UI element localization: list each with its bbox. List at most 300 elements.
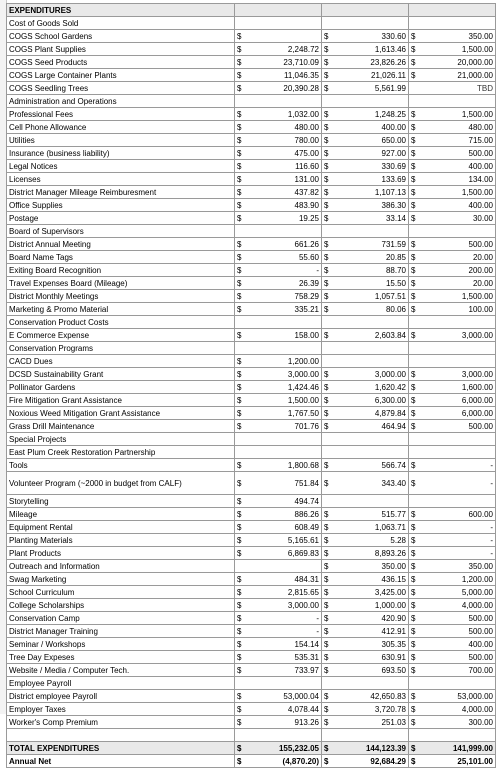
row-label[interactable]: Travel Expenses Board (Mileage) <box>7 277 235 290</box>
row-label[interactable]: E Commerce Expense <box>7 329 235 342</box>
amount-cell-b[interactable] <box>322 368 409 381</box>
row-label[interactable]: District Annual Meeting <box>7 238 235 251</box>
amount-value: 131.00 <box>294 174 319 184</box>
amount-cell-a[interactable] <box>235 173 322 186</box>
row-label[interactable]: Exiting Board Recognition <box>7 264 235 277</box>
row-label[interactable]: Legal Notices <box>7 160 235 173</box>
amount-cell-c[interactable] <box>409 134 496 147</box>
row-label[interactable]: Board of Supervisors <box>7 225 235 238</box>
amount-cell-c[interactable] <box>409 677 496 690</box>
total-label[interactable]: TOTAL EXPENDITURES <box>7 742 235 755</box>
amount-cell-c[interactable] <box>409 82 496 95</box>
row-label[interactable]: COGS Seedling Trees <box>7 82 235 95</box>
amount-cell-c[interactable] <box>409 251 496 264</box>
amount-cell-a[interactable] <box>235 238 322 251</box>
amount-cell-b[interactable] <box>322 56 409 69</box>
row-label[interactable]: COGS School Gardens <box>7 30 235 43</box>
total-cell-c[interactable]: $ 141,999.00 <box>409 742 496 755</box>
amount-cell-a[interactable] <box>235 264 322 277</box>
amount-cell-a[interactable] <box>235 147 322 160</box>
amount-cell-c[interactable] <box>409 173 496 186</box>
amount-cell-b[interactable] <box>322 316 409 329</box>
amount-cell-b[interactable] <box>322 69 409 82</box>
amount-cell-a[interactable] <box>235 368 322 381</box>
amount-value: 11,046.35 <box>284 70 319 80</box>
amount-cell-a[interactable] <box>235 394 322 407</box>
amount-cell-a[interactable] <box>235 599 322 612</box>
amount-cell-a[interactable] <box>235 625 322 638</box>
amount-cell-a[interactable] <box>235 199 322 212</box>
row-label[interactable]: Conservation Product Costs <box>7 316 235 329</box>
table-row <box>7 121 496 134</box>
amount-cell-a[interactable] <box>235 495 322 508</box>
amount-cell-b[interactable] <box>322 199 409 212</box>
table-row <box>7 677 496 690</box>
amount-cell-b[interactable] <box>322 547 409 560</box>
amount-cell-c[interactable] <box>409 586 496 599</box>
amount-cell-b[interactable] <box>322 664 409 677</box>
amount-value: 1,500.00 <box>287 395 319 405</box>
row-label[interactable]: Swag Marketing <box>7 573 235 586</box>
row-label[interactable]: Noxious Weed Mitigation Grant Assistance <box>7 407 235 420</box>
amount-cell-c[interactable] <box>409 599 496 612</box>
row-label[interactable]: Board Name Tags <box>7 251 235 264</box>
amount-cell-a[interactable] <box>235 459 322 472</box>
amount-value: 1,500.00 <box>461 187 493 197</box>
row-label[interactable]: Office Supplies <box>7 199 235 212</box>
amount-cell-b[interactable] <box>322 342 409 355</box>
amount-cell-b[interactable] <box>322 560 409 573</box>
amount-cell-b[interactable] <box>322 612 409 625</box>
amount-cell-a[interactable] <box>235 677 322 690</box>
amount-value: 4,000.00 <box>461 704 493 714</box>
amount-cell-b[interactable] <box>322 303 409 316</box>
amount-value: 133.69 <box>381 174 406 184</box>
amount-value: 21,026.11 <box>371 70 406 80</box>
row-label[interactable]: COGS Seed Products <box>7 56 235 69</box>
row-label[interactable]: District employee Payroll <box>7 690 235 703</box>
table-row <box>7 690 496 703</box>
amount-cell-a[interactable] <box>235 342 322 355</box>
row-label[interactable]: Administration and Operations <box>7 95 235 108</box>
row-label[interactable]: Website / Media / Computer Tech. <box>7 664 235 677</box>
amount-cell-c[interactable] <box>409 381 496 394</box>
amount-cell-b[interactable] <box>322 251 409 264</box>
amount-value: - <box>316 265 319 275</box>
amount-cell-c[interactable] <box>409 407 496 420</box>
amount-cell-b[interactable] <box>322 599 409 612</box>
amount-cell-a[interactable] <box>235 56 322 69</box>
amount-cell-a[interactable] <box>235 472 322 495</box>
row-label[interactable]: Pollinator Gardens <box>7 381 235 394</box>
amount-cell-a[interactable] <box>235 508 322 521</box>
amount-cell-b[interactable] <box>322 329 409 342</box>
amount-cell-b[interactable] <box>322 43 409 56</box>
row-label[interactable]: Cell Phone Allowance <box>7 121 235 134</box>
amount-cell-b[interactable] <box>322 521 409 534</box>
amount-cell-b[interactable] <box>322 108 409 121</box>
row-label[interactable]: COGS Large Container Plants <box>7 69 235 82</box>
amount-cell-b[interactable] <box>322 134 409 147</box>
row-label[interactable]: College Scholarships <box>7 599 235 612</box>
amount-cell-b[interactable] <box>322 534 409 547</box>
table-row <box>7 69 496 82</box>
amount-cell-a[interactable] <box>235 716 322 729</box>
amount-value: 21,000.00 <box>457 70 493 80</box>
row-label[interactable]: Professional Fees <box>7 108 235 121</box>
amount-cell-c[interactable] <box>409 69 496 82</box>
amount-cell-b[interactable] <box>322 290 409 303</box>
amount-value: 20,390.28 <box>283 83 319 93</box>
currency-symbol: $ <box>324 395 329 405</box>
amount-cell-c[interactable] <box>409 420 496 433</box>
amount-value: 26.39 <box>298 278 319 288</box>
amount-cell-a[interactable] <box>235 251 322 264</box>
amount-cell-a[interactable] <box>235 17 322 30</box>
amount-value: 475.00 <box>294 148 319 158</box>
amount-value: 2,248.72 <box>287 44 319 54</box>
amount-cell-b[interactable] <box>322 355 409 368</box>
amount-cell-c[interactable] <box>409 30 496 43</box>
amount-value: 6,000.00 <box>461 395 493 405</box>
currency-symbol: $ <box>324 665 329 675</box>
amount-cell-a[interactable] <box>235 108 322 121</box>
amount-cell-c[interactable] <box>409 290 496 303</box>
amount-cell-c[interactable] <box>409 238 496 251</box>
amount-cell-b[interactable] <box>322 651 409 664</box>
table-row <box>7 238 496 251</box>
amount-cell-c[interactable] <box>409 43 496 56</box>
amount-cell-b[interactable] <box>322 277 409 290</box>
amount-cell-b[interactable] <box>322 30 409 43</box>
amount-cell-a[interactable] <box>235 534 322 547</box>
amount-cell-c[interactable] <box>409 56 496 69</box>
row-label[interactable]: Marketing & Promo Material <box>7 303 235 316</box>
amount-cell-c[interactable] <box>409 459 496 472</box>
amount-cell-a[interactable] <box>235 729 322 742</box>
amount-cell-c[interactable] <box>409 277 496 290</box>
amount-cell-c[interactable] <box>409 303 496 316</box>
table-row <box>7 407 496 420</box>
row-label[interactable]: Planting Materials <box>7 534 235 547</box>
net-label[interactable]: Annual Net <box>7 755 235 768</box>
currency-symbol: $ <box>237 109 242 119</box>
amount-cell-c[interactable] <box>409 147 496 160</box>
amount-cell-b[interactable] <box>322 381 409 394</box>
currency-symbol: $ <box>237 213 242 223</box>
currency-symbol: $ <box>411 478 416 488</box>
amount-cell-c[interactable] <box>409 625 496 638</box>
amount-cell-a[interactable] <box>235 420 322 433</box>
amount-cell-a[interactable] <box>235 381 322 394</box>
row-label[interactable]: Grass Drill Maintenance <box>7 420 235 433</box>
amount-cell-c[interactable] <box>409 521 496 534</box>
amount-cell-b[interactable] <box>322 394 409 407</box>
amount-cell-c[interactable] <box>409 729 496 742</box>
row-label[interactable]: Employee Payroll <box>7 677 235 690</box>
amount-cell-b[interactable] <box>322 508 409 521</box>
amount-cell-b[interactable] <box>322 690 409 703</box>
amount-cell-a[interactable] <box>235 121 322 134</box>
header-cell[interactable] <box>235 4 322 17</box>
amount-cell-c[interactable] <box>409 446 496 459</box>
amount-cell-a[interactable] <box>235 134 322 147</box>
row-label[interactable]: Storytelling <box>7 495 235 508</box>
amount-cell-c[interactable] <box>409 651 496 664</box>
amount-cell-b[interactable] <box>322 407 409 420</box>
amount-cell-c[interactable] <box>409 316 496 329</box>
amount-cell-b[interactable] <box>322 147 409 160</box>
amount-value: 350.00 <box>381 561 406 571</box>
amount-cell-a[interactable] <box>235 664 322 677</box>
amount-cell-a[interactable] <box>235 433 322 446</box>
currency-symbol: $ <box>237 148 242 158</box>
amount-value: - <box>316 626 319 636</box>
amount-cell-b[interactable] <box>322 186 409 199</box>
amount-cell-c[interactable] <box>409 225 496 238</box>
amount-cell-c[interactable] <box>409 264 496 277</box>
amount-cell-a[interactable] <box>235 303 322 316</box>
net-cell-b[interactable]: $ 92,684.29 <box>322 755 409 768</box>
row-label[interactable]: Conservation Programs <box>7 342 235 355</box>
row-label[interactable]: Tree Day Expeses <box>7 651 235 664</box>
amount-cell-b[interactable] <box>322 573 409 586</box>
row-label[interactable]: Tools <box>7 459 235 472</box>
row-label[interactable]: Equipment Rental <box>7 521 235 534</box>
row-label[interactable]: Special Projects <box>7 433 235 446</box>
row-label[interactable]: Utilities <box>7 134 235 147</box>
header-cell[interactable] <box>409 4 496 17</box>
amount-cell-c[interactable] <box>409 121 496 134</box>
amount-cell-c[interactable] <box>409 342 496 355</box>
amount-value: 600.00 <box>468 509 493 519</box>
amount-value: 6,869.83 <box>287 548 319 558</box>
total-cell-a[interactable]: $ 155,232.05 <box>235 742 322 755</box>
currency-symbol: $ <box>411 535 416 545</box>
amount-value: 500.00 <box>468 626 493 636</box>
amount-cell-c[interactable] <box>409 495 496 508</box>
row-label[interactable]: District Monthly Meetings <box>7 290 235 303</box>
amount-cell-b[interactable] <box>322 446 409 459</box>
amount-cell-a[interactable] <box>235 638 322 651</box>
amount-cell-a[interactable] <box>235 212 322 225</box>
table-row <box>7 664 496 677</box>
amount-value: 400.00 <box>468 639 493 649</box>
row-label[interactable]: Outreach and Information <box>7 560 235 573</box>
currency-symbol: $ <box>411 109 416 119</box>
row-label[interactable]: DCSD Sustainability Grant <box>7 368 235 381</box>
amount-value: 3,425.00 <box>374 587 406 597</box>
amount-cell-c[interactable] <box>409 433 496 446</box>
amount-cell-a[interactable] <box>235 573 322 586</box>
amount-cell-c[interactable] <box>409 638 496 651</box>
amount-cell-c[interactable] <box>409 17 496 30</box>
row-label[interactable]: Postage <box>7 212 235 225</box>
amount-value: 3,000.00 <box>287 369 319 379</box>
table-row <box>7 472 496 495</box>
amount-cell-c[interactable] <box>409 560 496 573</box>
amount-value: 4,000.00 <box>461 600 493 610</box>
amount-cell-b[interactable] <box>322 586 409 599</box>
amount-value: 1,613.46 <box>374 44 406 54</box>
amount-value: 23,710.09 <box>283 57 319 67</box>
amount-value: 661.26 <box>294 239 319 249</box>
amount-cell-c[interactable] <box>409 329 496 342</box>
amount-cell-c[interactable] <box>409 508 496 521</box>
amount-cell-b[interactable] <box>322 264 409 277</box>
currency-symbol: $ <box>411 252 416 262</box>
amount-cell-b[interactable] <box>322 459 409 472</box>
currency-symbol: $ <box>237 57 242 67</box>
amount-cell-b[interactable] <box>322 17 409 30</box>
amount-cell-a[interactable] <box>235 586 322 599</box>
amount-cell-c[interactable] <box>409 472 496 495</box>
amount-cell-c[interactable] <box>409 186 496 199</box>
row-label[interactable]: Cost of Goods Sold <box>7 17 235 30</box>
amount-cell-a[interactable] <box>235 547 322 560</box>
amount-cell-b[interactable] <box>322 82 409 95</box>
row-label[interactable]: Fire Mitigation Grant Assistance <box>7 394 235 407</box>
amount-value: 20.00 <box>472 278 493 288</box>
row-label[interactable]: CACD Dues <box>7 355 235 368</box>
amount-value: 630.91 <box>381 652 406 662</box>
row-label[interactable]: Volunteer Program (~2000 in budget from CALF) <box>7 472 235 495</box>
header-cell[interactable] <box>322 4 409 17</box>
amount-cell-a[interactable] <box>235 225 322 238</box>
amount-cell-c[interactable] <box>409 368 496 381</box>
amount-cell-c[interactable] <box>409 664 496 677</box>
row-label[interactable]: COGS Plant Supplies <box>7 43 235 56</box>
amount-cell-b[interactable] <box>322 160 409 173</box>
amount-value: 1,107.13 <box>374 187 406 197</box>
amount-value: 480.00 <box>294 122 319 132</box>
amount-cell-c[interactable] <box>409 108 496 121</box>
amount-cell-a[interactable] <box>235 329 322 342</box>
table-row <box>7 147 496 160</box>
row-label[interactable]: Licenses <box>7 173 235 186</box>
amount-cell-b[interactable] <box>322 638 409 651</box>
net-cell-a[interactable]: $ (4,870.20) <box>235 755 322 768</box>
net-cell-c[interactable]: $ 25,101.00 <box>409 755 496 768</box>
amount-value: 350.00 <box>468 31 493 41</box>
row-label[interactable]: Plant Products <box>7 547 235 560</box>
currency-symbol: $ <box>324 382 329 392</box>
amount-value: 15.50 <box>385 278 406 288</box>
amount-cell-c[interactable] <box>409 160 496 173</box>
amount-cell-b[interactable] <box>322 420 409 433</box>
amount-cell-c[interactable] <box>409 716 496 729</box>
amount-cell-a[interactable] <box>235 186 322 199</box>
amount-cell-c[interactable] <box>409 394 496 407</box>
currency-symbol: $ <box>324 239 329 249</box>
amount-value: 484.31 <box>294 574 319 584</box>
amount-cell-a[interactable] <box>235 43 322 56</box>
amount-cell-a[interactable] <box>235 95 322 108</box>
amount-cell-a[interactable] <box>235 30 322 43</box>
table-row <box>7 729 496 742</box>
row-label[interactable]: Mileage <box>7 508 235 521</box>
row-label[interactable]: Insurance (business liability) <box>7 147 235 160</box>
amount-value: 2,815.65 <box>287 587 319 597</box>
amount-cell-c[interactable] <box>409 199 496 212</box>
amount-cell-b[interactable] <box>322 472 409 495</box>
amount-cell-a[interactable] <box>235 355 322 368</box>
amount-cell-b[interactable] <box>322 238 409 251</box>
table-row <box>7 459 496 472</box>
section-title[interactable]: EXPENDITURES <box>7 4 235 17</box>
amount-cell-a[interactable] <box>235 612 322 625</box>
row-label[interactable]: District Manager Training <box>7 625 235 638</box>
amount-cell-c[interactable] <box>409 212 496 225</box>
amount-cell-a[interactable] <box>235 690 322 703</box>
amount-cell-b[interactable] <box>322 95 409 108</box>
amount-value: 330.60 <box>381 31 406 41</box>
amount-cell-b[interactable] <box>322 433 409 446</box>
row-label[interactable]: School Curriculum <box>7 586 235 599</box>
currency-symbol: $ <box>411 704 416 714</box>
row-label[interactable]: Seminar / Workshops <box>7 638 235 651</box>
currency-symbol: $ <box>237 330 242 340</box>
currency-symbol: $ <box>237 304 242 314</box>
currency-symbol: $ <box>237 509 242 519</box>
amount-cell-a[interactable] <box>235 407 322 420</box>
amount-cell-b[interactable] <box>322 495 409 508</box>
amount-cell-a[interactable] <box>235 316 322 329</box>
table-row <box>7 560 496 573</box>
amount-cell-b[interactable] <box>322 677 409 690</box>
amount-cell-a[interactable] <box>235 651 322 664</box>
amount-value: 500.00 <box>468 148 493 158</box>
amount-cell-a[interactable] <box>235 521 322 534</box>
amount-cell-a[interactable] <box>235 69 322 82</box>
currency-symbol: $ <box>237 478 242 488</box>
amount-cell-c[interactable] <box>409 534 496 547</box>
currency-symbol: $ <box>324 122 329 132</box>
amount-value: - <box>490 548 493 558</box>
amount-cell-b[interactable] <box>322 625 409 638</box>
row-label[interactable]: East Plum Creek Restoration Partnership <box>7 446 235 459</box>
amount-cell-c[interactable] <box>409 573 496 586</box>
currency-symbol: $ <box>411 717 416 727</box>
amount-value: 515.77 <box>381 509 406 519</box>
amount-cell-c[interactable] <box>409 355 496 368</box>
amount-cell-c[interactable] <box>409 95 496 108</box>
amount-cell-a[interactable] <box>235 560 322 573</box>
row-label[interactable] <box>7 729 235 742</box>
amount-cell-c[interactable] <box>409 547 496 560</box>
amount-cell-a[interactable] <box>235 290 322 303</box>
amount-cell-a[interactable] <box>235 82 322 95</box>
amount-cell-a[interactable] <box>235 277 322 290</box>
amount-cell-c[interactable] <box>409 690 496 703</box>
row-label[interactable]: Conservation Camp <box>7 612 235 625</box>
amount-cell-b[interactable] <box>322 225 409 238</box>
amount-cell-b[interactable] <box>322 716 409 729</box>
currency-symbol: $ <box>411 522 416 532</box>
row-label[interactable]: Employer Taxes <box>7 703 235 716</box>
amount-cell-a[interactable] <box>235 160 322 173</box>
total-cell-b[interactable]: $ 144,123.39 <box>322 742 409 755</box>
row-label[interactable]: District Manager Mileage Reimburesment <box>7 186 235 199</box>
amount-cell-a[interactable] <box>235 446 322 459</box>
amount-cell-b[interactable] <box>322 173 409 186</box>
amount-cell-b[interactable] <box>322 729 409 742</box>
amount-cell-b[interactable] <box>322 121 409 134</box>
amount-cell-b[interactable] <box>322 212 409 225</box>
row-label[interactable]: Worker's Comp Premium <box>7 716 235 729</box>
amount-cell-c[interactable] <box>409 612 496 625</box>
amount-value: 5,000.00 <box>461 587 493 597</box>
